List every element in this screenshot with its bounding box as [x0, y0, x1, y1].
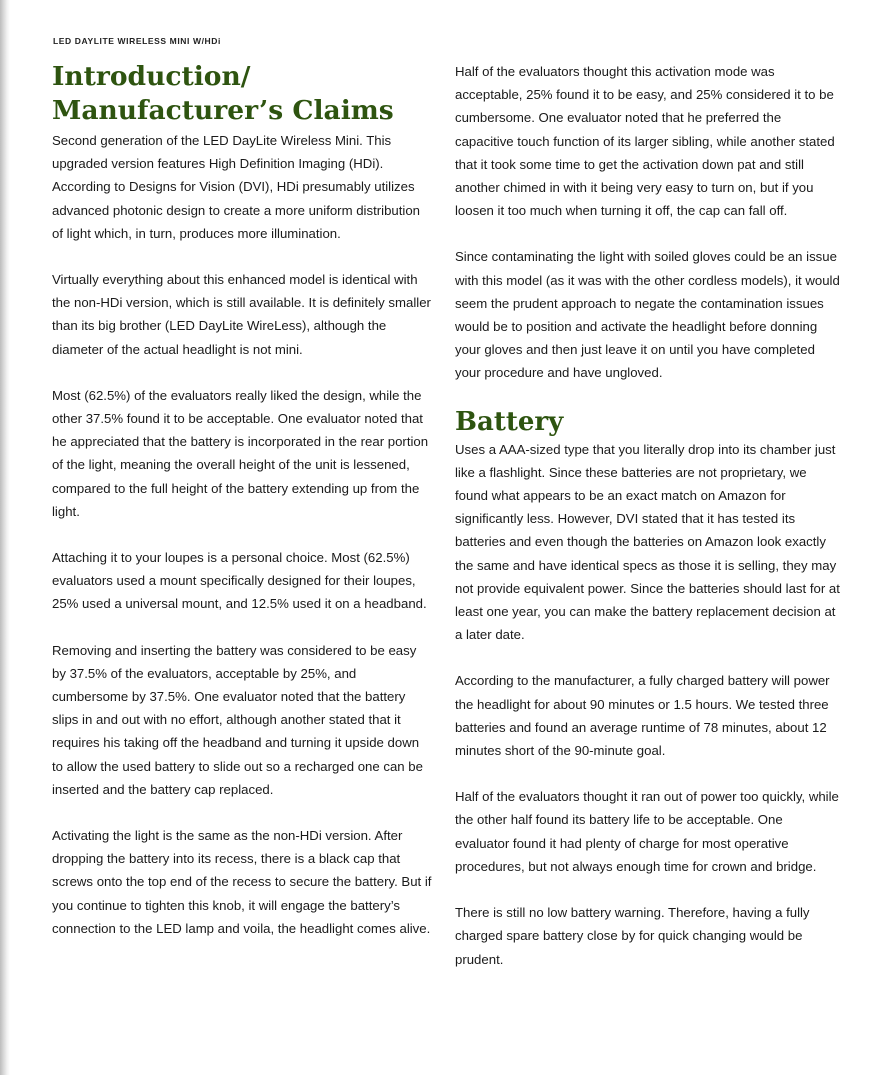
intro-paragraph-4: Attaching it to your loupes is a personal choice. Most (62.5%) evaluators used a mount specifically designed for their loupes, 25% used a universal mount, and 12.5% used it on a headband.	[52, 550, 427, 612]
intro-heading-line-2: Manufacturer’s Claims	[52, 95, 394, 126]
left-column	[52, 60, 432, 940]
intro-heading-line-1: Introduction/	[52, 61, 251, 92]
battery-paragraph-1: Uses a AAA-sized type that you literally drop into its chamber just like a flashlight. Since these batteries are not proprietary, we found what appears to be an exact match on Amazon for significantly less. However, DVI stated that it has tested its batteries and even though the batteries on Amazon look exactly the same and have identical specs as those it is selling, they may not provide equivalent power. Since the batteries should last for at least one year, you can make the battery replacement decision at a later date.	[455, 441, 840, 643]
right-column	[455, 60, 840, 971]
intro-paragraph-2: Virtually everything about this enhanced model is identical with the non-HDi version, which is still available. It is definitely smaller than its big brother (LED DayLite WireLess), although the diameter of the actual headlight is not mini.	[52, 272, 431, 357]
page-edge-shadow	[0, 0, 10, 1075]
activation-paragraph: Half of the evaluators thought this activation mode was acceptable, 25% found it to be easy, and 25% considered it to be cumbersome. One evaluator noted that he preferred the capacitive touch function of its larger sibling, while another stated that it took some time to get the activation down pat and still another chimed in with it being very easy to turn on, but if you loosen it too much when turning it off, the cap can fall off.	[455, 64, 835, 219]
intro-paragraph-6: Activating the light is the same as the non-HDi version. After dropping the battery into its recess, there is a black cap that screws onto the top end of the recess to secure the battery. But if you continue to tighten this knob, it will engage the battery’s connection to the LED lamp and voila, the headlight comes alive.	[52, 828, 432, 936]
intro-paragraph-3: Most (62.5%) of the evaluators really liked the design, while the other 37.5% found it to be acceptable. One evaluator noted that he appreciated that the battery is incorporated in the rear portion of the light, meaning the overall height of the unit is lessened, compared to the full height of the battery extending up from the light.	[52, 387, 429, 519]
running-head: LED DAYLITE WIRELESS MINI W/HDi	[53, 36, 221, 46]
contamination-paragraph: Since contaminating the light with soiled gloves could be an issue with this model (as it was with the other cordless models), it would seem the prudent approach to negate the contamination issues would be to position and activate the headlight before donning your gloves and then just leave it on until you have completed your procedure and have ungloved.	[455, 249, 840, 381]
intro-paragraph-1: Second generation of the LED DayLite Wireless Mini. This upgraded version features High Definition Imaging (HDi). According to Designs for Vision (DVI), HDi presumably utilizes advanced photonic design to create a more uniform distribution of light which, in turn, produces more illumination.	[52, 133, 421, 241]
battery-paragraph-2: According to the manufacturer, a fully charged battery will power the headlight for about 90 minutes or 1.5 hours. We tested three batteries and found an average runtime of 78 minutes, about 12 minutes short of the 90-minute goal.	[455, 673, 830, 759]
battery-paragraph-3: Half of the evaluators thought it ran out of power too quickly, while the other half found its battery life to be acceptable. One evaluator found it had plenty of charge for most operative procedures, but not always enough time for crown and bridge.	[455, 789, 839, 874]
intro-heading	[52, 60, 432, 128]
battery-heading: Battery	[455, 406, 564, 437]
battery-paragraph-4: There is still no low battery warning. Therefore, having a fully charged spare battery close by for quick changing would be prudent.	[455, 905, 810, 967]
heading-spacer	[455, 385, 840, 406]
intro-paragraph-5: Removing and inserting the battery was considered to be easy by 37.5% of the evaluators, acceptable by 25%, and cumbersome by 37.5%. One evaluator noted that the battery slips in and out with no effort, although another stated that it requires his taking off the headband and turning it upside down to allow the used battery to slide out so a recharged one can be inserted and the battery cap replaced.	[52, 642, 423, 797]
